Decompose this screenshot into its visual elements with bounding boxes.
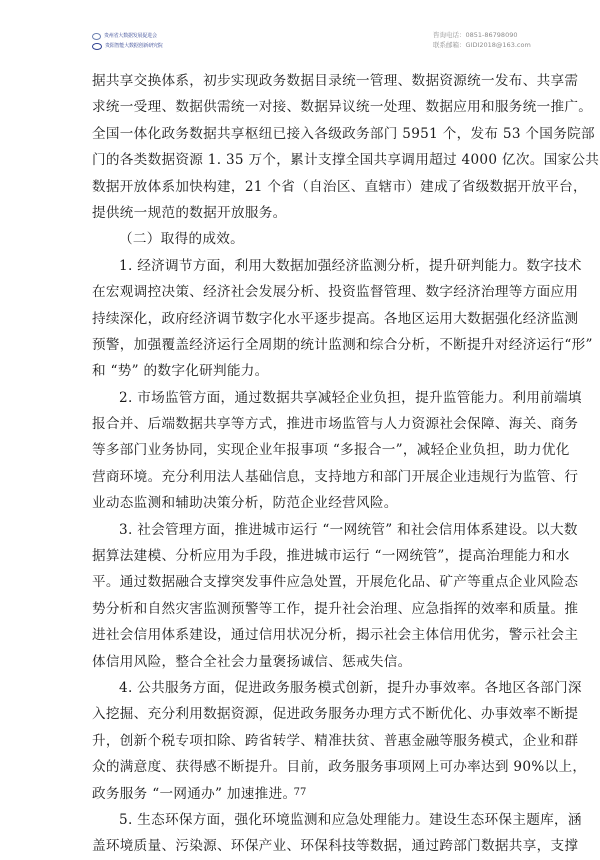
section-heading: （二）取得的成效。 bbox=[119, 231, 245, 248]
text-line: 平。通过数据融合支撑突发事件应急处置，开展危化品、矿产等重点企业风险态 bbox=[92, 574, 579, 591]
text-line: 求统一受理、数据供需统一对接、数据异议统一处理、数据应用和服务统一推广。 bbox=[92, 99, 593, 116]
paragraph-start: 3. 社会管理方面，推进城市运行 “一网统管” 和社会信用体系建设。以大数 bbox=[119, 521, 578, 538]
text-line: 等多部门业务协同，实现企业年报事项 “多报合一”，减轻企业负担，助力优化 bbox=[92, 442, 570, 459]
text-line: 进社会信用体系建设，通过信用状况分析，揭示社会主体信用优劣，警示社会主 bbox=[92, 627, 579, 644]
text-line: 报合并、后端数据共享等方式，推进市场监管与人力资源社会保障、海关、商务 bbox=[92, 416, 579, 433]
phone-value: 0851-86798090 bbox=[465, 31, 518, 39]
text-line: 体信用风险，整合全社会力量褒扬诚信、惩戒失信。 bbox=[92, 653, 412, 670]
association-emblem-icon bbox=[92, 33, 101, 40]
logo-line-2: 贵阳智能大数据创新研究院 bbox=[105, 43, 163, 49]
organization-logo bbox=[92, 31, 167, 51]
contact-info bbox=[433, 30, 531, 50]
paragraph-start: 4. 公共服务方面，促进政务服务模式创新，提升办事效率。各地区各部门深 bbox=[119, 679, 582, 696]
contact-phone bbox=[433, 30, 531, 40]
text-line: 和 “势” 的数字化研判能力。 bbox=[92, 363, 269, 380]
text-line: 全国一体化政务数据共享枢纽已接入各级政务部门 5951 个，发布 53 个国务院部 bbox=[92, 125, 595, 142]
logo-line-1: 贵州省大数据发展促进会 bbox=[104, 33, 157, 39]
text-line: 据算法建模、分析应用为手段，推进城市运行 “一网统管”，提高治理能力和水 bbox=[92, 548, 570, 565]
text-line: 入挖掘、充分利用数据资源，促进政务服务办理方式不断优化、办事效率不断提 bbox=[92, 706, 579, 723]
contact-email bbox=[433, 40, 531, 50]
email-value: GIDI2018@163.com bbox=[465, 41, 531, 49]
page-header bbox=[0, 0, 600, 55]
text-line: 势分析和自然灾害监测预警等工作，提升社会治理、应急指挥的效率和质量。推 bbox=[92, 600, 579, 617]
paragraph-start: 2. 市场监管方面，通过数据共享减轻企业负担，提升监管能力。利用前端填 bbox=[119, 389, 582, 406]
paragraph-start: 1. 经济调节方面，利用大数据加强经济监测分析，提升研判能力。数字技术 bbox=[119, 257, 582, 274]
institute-emblem-icon bbox=[92, 43, 102, 50]
text-line: 升，创新个税专项扣除、跨省转学、精准扶贫、普惠金融等服务模式，企业和群 bbox=[92, 732, 579, 749]
text-line: 持续深化，政府经济调节数字化水平逐步提高。各地区运用大数据强化经济监测 bbox=[92, 310, 579, 327]
text-line: 预警，加强覆盖经济运行全周期的统计监测和综合分析，不断提升对经济运行“形” bbox=[92, 336, 593, 353]
text-line: 在宏观调控决策、经济社会发展分析、投资监督管理、数字经济治理等方面应用 bbox=[92, 284, 579, 301]
logo-row-2 bbox=[92, 41, 167, 51]
text-line: 数据开放体系加快构建，21 个省（自治区、直辖市）建成了省级数据开放平台， bbox=[92, 178, 587, 195]
phone-label: 咨询电话： bbox=[433, 31, 466, 39]
text-line: 政务服务 “一网通办” 加速推进。 bbox=[92, 785, 297, 802]
text-line: 提供统一规范的数据开放服务。 bbox=[92, 204, 287, 221]
text-line: 门的各类数据资源 1. 35 万个，累计支撑全国共享调用超过 4000 亿次。国家公共 bbox=[92, 152, 600, 169]
page-number: 77 bbox=[293, 787, 307, 798]
paragraph-start: 5. 生态环保方面，强化环境监测和应急处理能力。建设生态环保主题库，涵 bbox=[119, 811, 582, 828]
logo-row-1 bbox=[92, 31, 167, 41]
text-line: 盖环境质量、污染源、环保产业、环保科技等数据，通过跨部门数据共享，支撑 bbox=[92, 838, 579, 855]
text-line: 众的满意度、获得感不断提升。目前，政务服务事项网上可办率达到 90%以上， bbox=[92, 759, 587, 776]
document-body bbox=[92, 68, 600, 860]
email-label: 联系邮箱： bbox=[433, 41, 466, 49]
text-line: 据共享交换体系，初步实现政务数据目录统一管理、数据资源统一发布、共享需 bbox=[92, 73, 579, 89]
text-line: 营商环境。充分利用法人基础信息，支持地方和部门开展企业违规行为监管、行 bbox=[92, 468, 579, 485]
text-line: 业动态监测和辅助决策分析，防范企业经营风险。 bbox=[92, 495, 398, 512]
